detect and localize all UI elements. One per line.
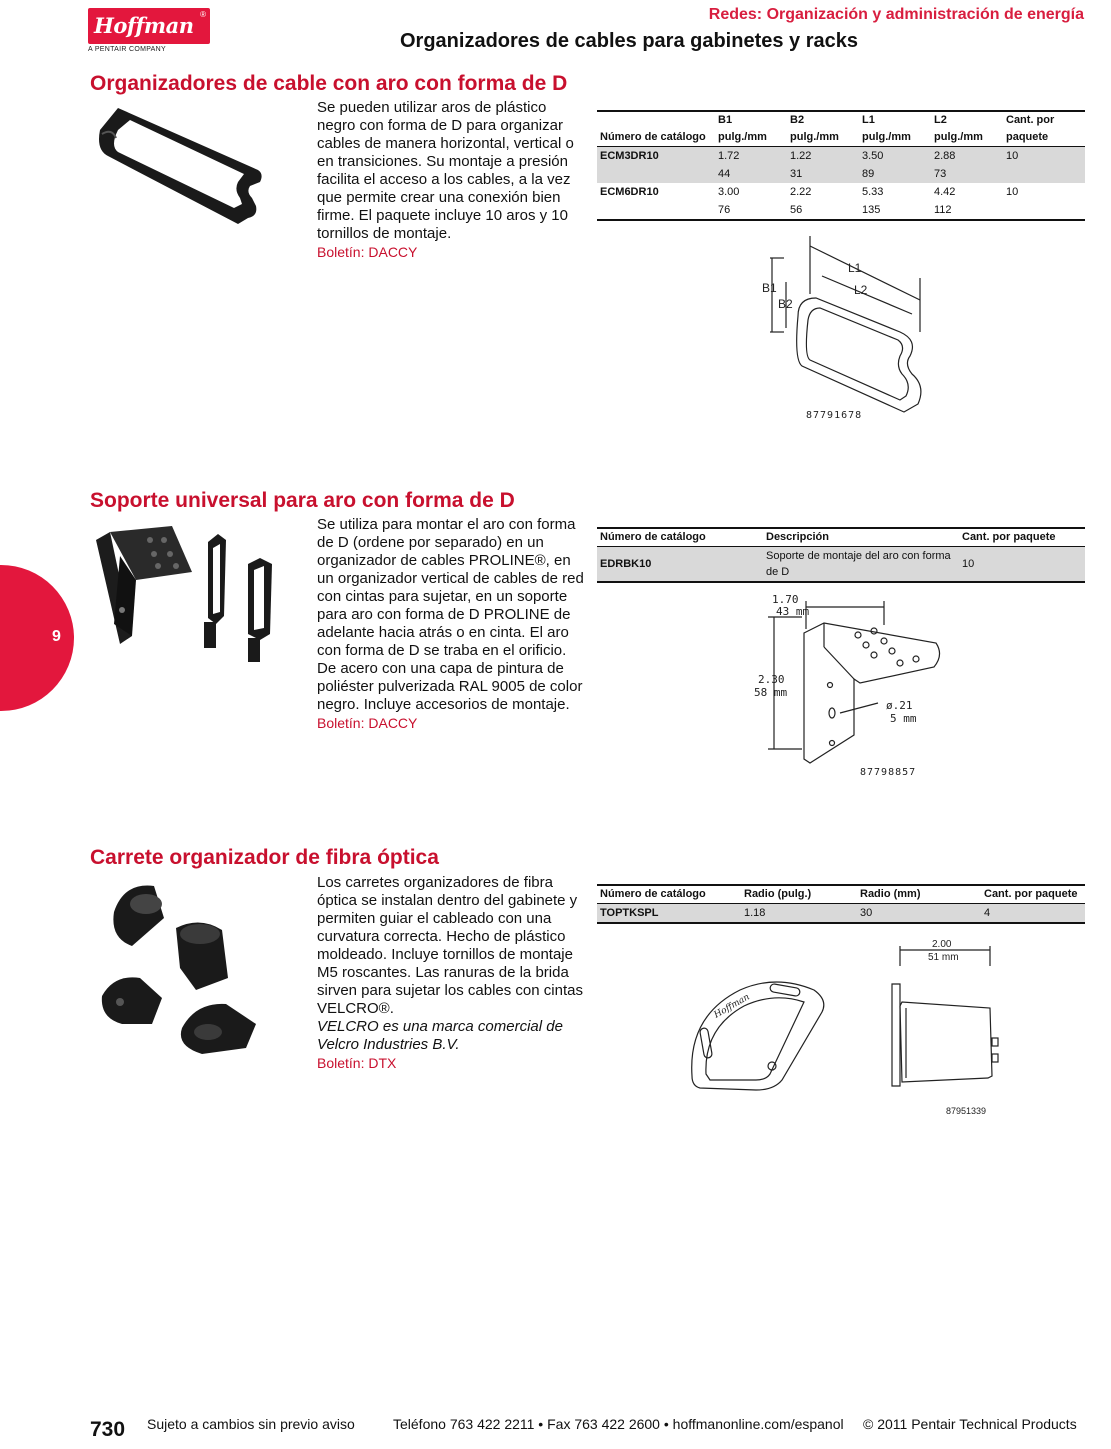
- table-cell: 73: [931, 165, 1003, 183]
- table-header: L2: [934, 114, 947, 126]
- bracket-description-text: Se utiliza para montar el aro con forma de D (ordene por separado) en un organizador de cables PROLINE®, en un organizador vertical de cables de red con cintas para sujetar, en un soporte para aro con forma de D PROLINE de adelante hacia atrás o en cinta. El aro con forma de D se traba en el orificio. De acero con una capa de pintura de poliéster pulverizada RAL 9005 de color negro. Incluye accesorios de montaje.: [317, 516, 584, 713]
- bracket-bulletin: Boletín: DACCY: [317, 715, 418, 731]
- dim-width-mm: 51 mm: [928, 952, 959, 963]
- table-header-row: [597, 528, 1085, 547]
- table-cell: 4: [981, 904, 1085, 924]
- d-ring-description: [317, 99, 583, 261]
- footer-notice: Sujeto a cambios sin previo aviso: [147, 1416, 355, 1432]
- fiber-spool-bulletin: Boletín: DTX: [317, 1055, 397, 1071]
- table-cell: [1003, 165, 1085, 183]
- section-title-bracket: Soporte universal para aro con forma de D: [90, 489, 515, 512]
- dim-width-in: 2.00: [932, 939, 952, 950]
- table-header: Cant. por: [1006, 114, 1055, 126]
- footer-contact: Teléfono 763 422 2211 • Fax 763 422 2600 • hoffmanonline.com/espanol: [393, 1416, 844, 1432]
- fiber-spool-description: [317, 874, 587, 1072]
- table-cell: 112: [934, 204, 952, 216]
- dim-label-l2: L2: [854, 283, 868, 297]
- chapter-tab-number: 9: [52, 628, 61, 645]
- table-header: Radio (mm): [860, 888, 921, 900]
- logo-wordmark: Hoffman: [94, 13, 194, 38]
- table-header: pulg./mm: [934, 131, 983, 143]
- table-header: paquete: [1006, 131, 1049, 143]
- d-ring-spec-table: [597, 110, 1085, 221]
- table-cell: 56: [790, 204, 803, 216]
- catalog-number: ECM6DR10: [600, 186, 659, 198]
- logo-subtitle: A PENTAIR COMPANY: [88, 46, 166, 53]
- table-cell: 10: [1006, 186, 1019, 198]
- table-header: pulg./mm: [862, 131, 911, 143]
- table-cell: 3.00: [718, 186, 740, 198]
- fiber-spool-front-diagram: [686, 976, 832, 1094]
- table-cell: 135: [862, 204, 881, 216]
- table-cell: 2.22: [790, 186, 812, 198]
- table-cell: 31: [787, 165, 859, 183]
- figure-number: 87951339: [946, 1106, 987, 1116]
- table-cell: 10: [959, 547, 1085, 583]
- table-header: [597, 111, 715, 129]
- fiber-spool-photo: [96, 878, 264, 1058]
- table-header: Número de catálogo: [600, 131, 706, 143]
- table-header: B1: [718, 114, 733, 126]
- dim-label-b2: B2: [778, 297, 793, 311]
- table-header-row: [597, 129, 1085, 147]
- table-header-row: [597, 885, 1085, 904]
- catalog-number: EDRBK10: [597, 547, 763, 583]
- bracket-description: [317, 516, 585, 732]
- bracket-dimension-diagram: [750, 585, 950, 775]
- dim-width-in: 1.70: [772, 593, 799, 606]
- fiber-spool-description-text: Los carretes organizadores de fibra óptica se instalan dentro del gabinete y permiten guiar el cableado con una curvatura correcta. Hecho de plástico moldeado. Incluye tornillos de montaje M5 roscantes. Las ranuras de la brida sirven para sujetar los cables con cintas VELCRO®.: [317, 874, 583, 1017]
- chapter-tab: [0, 565, 74, 711]
- table-cell: 3.50: [859, 147, 931, 166]
- figure-number: 87798857: [860, 767, 917, 778]
- table-header: L1: [862, 114, 875, 126]
- table-cell: 89: [859, 165, 931, 183]
- hoffman-logo: [88, 8, 210, 44]
- table-cell: 1.72: [715, 147, 787, 166]
- figure-number: 87791678: [806, 410, 863, 421]
- table-row: [597, 147, 1085, 166]
- table-cell: 30: [857, 904, 981, 924]
- table-cell: [597, 165, 715, 183]
- table-cell: 1.22: [787, 147, 859, 166]
- table-header: Cant. por paquete: [984, 888, 1078, 900]
- table-cell: 10: [1003, 147, 1085, 166]
- dim-hole-in: ø.21: [886, 699, 913, 712]
- d-ring-description-text: Se pueden utilizar aros de plástico negro con forma de D para organizar cables de manera horizontal, vertical o en transiciones. Su montaje a presión facilita el acceso a los cables, a la vez que permite crear una conexión bien firme. El paquete incluye 10 aros y 10 tornillos de montaje.: [317, 99, 574, 242]
- table-header: Cant. por paquete: [962, 531, 1056, 543]
- d-ring-bulletin: Boletín: DACCY: [317, 244, 418, 260]
- table-row: [597, 183, 1085, 201]
- table-header: pulg./mm: [718, 131, 767, 143]
- section-heading: Redes: Organización y administración de energía: [708, 6, 1084, 23]
- d-ring-photo: [88, 100, 270, 230]
- page-number: 730: [90, 1418, 126, 1441]
- table-cell: 1.18: [741, 904, 857, 924]
- table-header: B2: [790, 114, 805, 126]
- table-cell: 76: [718, 204, 731, 216]
- table-cell: 5.33: [862, 186, 884, 198]
- spool-brand-mark: Hoffman: [712, 992, 752, 1021]
- table-row: [597, 165, 1085, 183]
- table-cell: [597, 201, 715, 220]
- table-header: Radio (pulg.): [744, 888, 812, 900]
- table-header: Número de catálogo: [600, 531, 706, 543]
- dim-height-mm: 58 mm: [754, 686, 788, 699]
- dim-label-b1: B1: [762, 281, 777, 295]
- dim-height-in: 2.30: [758, 673, 785, 686]
- table-cell: [1003, 201, 1085, 220]
- section-title-d-ring: Organizadores de cable con aro con forma de D: [90, 72, 568, 95]
- table-header: pulg./mm: [790, 131, 839, 143]
- catalog-number: ECM3DR10: [597, 147, 715, 166]
- table-row: [597, 547, 1085, 583]
- section-title-fiber-spool: Carrete organizador de fibra óptica: [90, 846, 439, 869]
- table-header: Número de catálogo: [600, 888, 706, 900]
- table-cell: 4.42: [934, 186, 956, 198]
- table-header: Descripción: [766, 531, 829, 543]
- catalog-number: TOPTKSPL: [597, 904, 741, 924]
- table-cell: 44: [715, 165, 787, 183]
- bracket-spec-table: [597, 527, 1085, 583]
- dim-label-l1: L1: [848, 261, 862, 275]
- logo-registered-mark: ®: [200, 10, 206, 19]
- fiber-spool-side-diagram: [888, 936, 1008, 1096]
- table-row: [597, 201, 1085, 220]
- footer-copyright: © 2011 Pentair Technical Products: [863, 1416, 1077, 1432]
- dim-width-mm: 43 mm: [776, 605, 810, 618]
- velcro-trademark-note: VELCRO es una marca comercial de Velcro Industries B.V.: [317, 1018, 563, 1053]
- page-title: Organizadores de cables para gabinetes y racks: [400, 30, 858, 52]
- table-header-row: [597, 111, 1085, 129]
- table-cell: 2.88: [931, 147, 1003, 166]
- fiber-spool-spec-table: [597, 884, 1085, 924]
- dim-hole-mm: 5 mm: [890, 712, 917, 725]
- table-cell: Soporte de montaje del aro con forma de D: [763, 547, 959, 583]
- bracket-photo: [92, 526, 288, 664]
- d-ring-dimension-diagram: [750, 228, 950, 428]
- table-row: [597, 904, 1085, 924]
